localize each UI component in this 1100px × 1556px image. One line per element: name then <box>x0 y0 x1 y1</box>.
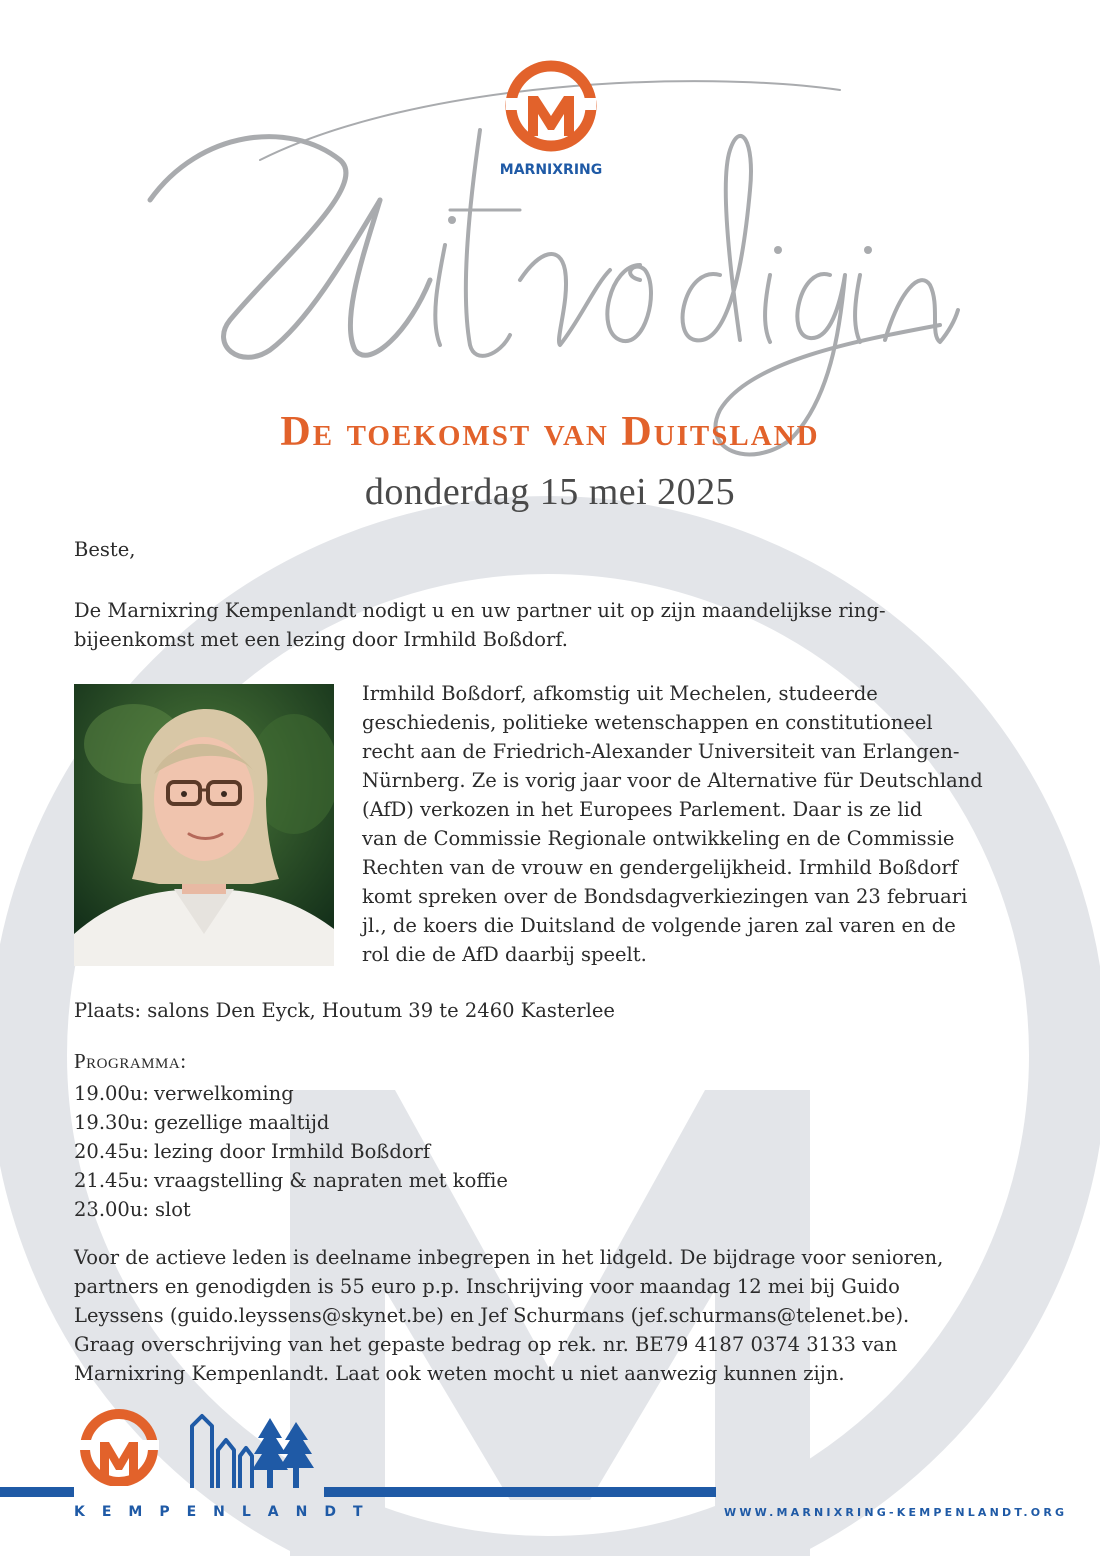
programme-time: 20.45u: <box>74 1140 149 1163</box>
info-line: partners en genodigden is 55 euro p.p. Inschrijving voor maandag 12 mei bij Guido <box>74 1275 900 1298</box>
bio-line: (AfD) verkozen in het Europees Parlement. Daar is ze lid <box>362 798 923 821</box>
programme-heading: Programma: <box>74 1049 187 1073</box>
programme-activity: slot <box>154 1198 191 1221</box>
programme-item <box>74 1195 508 1224</box>
bio-line: jl., de koers die Duitsland de volgende jaren zal varen en de <box>362 914 956 937</box>
bio-line: Irmhild Boßdorf, afkomstig uit Mechelen, studeerde <box>362 682 878 705</box>
bio-line: komt spreken over de Bondsdagverkiezingen van 23 februari <box>362 885 968 908</box>
info-line: Voor de actieve leden is deelname inbegrepen in het lidgeld. De bijdrage voor senioren, <box>74 1246 944 1269</box>
registration-info <box>74 1243 1034 1388</box>
logo-text: MARNIXRING <box>499 162 603 178</box>
buildings-trees-icon <box>188 1412 316 1488</box>
speaker-bio <box>362 679 1012 969</box>
footer-band <box>0 1487 1100 1497</box>
programme-activity: lezing door Irmhild Boßdorf <box>154 1140 431 1163</box>
programme-item <box>74 1166 508 1195</box>
event-date: donderdag 15 mei 2025 <box>364 471 736 513</box>
intro-paragraph <box>74 596 974 654</box>
intro-line: De Marnixring Kempenlandt nodigt u en uw partner uit op zijn maandelijkse ring- <box>74 599 886 622</box>
bio-line: rol die de AfD daarbij speelt. <box>362 943 647 966</box>
programme-item <box>74 1108 508 1137</box>
programme-item <box>74 1137 508 1166</box>
programme-activity: verwelkoming <box>154 1082 294 1105</box>
programme-time: 21.45u: <box>74 1169 149 1192</box>
speaker-photo <box>74 684 334 966</box>
info-line: Graag overschrijving van het gepaste bedrag op rek. nr. BE79 4187 0374 3133 van <box>74 1333 898 1356</box>
programme-time: 19.00u: <box>74 1082 149 1105</box>
bio-line: van de Commissie Regionale ontwikkeling en de Commissie <box>362 827 955 850</box>
programme-time: 19.30u: <box>74 1111 149 1134</box>
brand-name: KEMPENLANDT <box>74 1504 380 1520</box>
event-title: De toekomst van Duitsland <box>280 409 820 455</box>
programme-activity: vraagstelling & napraten met koffie <box>154 1169 508 1192</box>
bio-line: recht aan de Friedrich-Alexander Universiteit van Erlangen- <box>362 740 960 763</box>
event-location: Plaats: salons Den Eyck, Houtum 39 te 2460 Kasterlee <box>74 999 615 1022</box>
intro-line: bijeenkomst met een lezing door Irmhild Boßdorf. <box>74 628 568 651</box>
programme-activity: gezellige maaltijd <box>154 1111 330 1134</box>
bio-line: Rechten van de vrouw en gendergelijkheid. Irmhild Boßdorf <box>362 856 958 879</box>
programme-list <box>74 1079 508 1224</box>
website-link[interactable]: WWW.MARNIXRING-KEMPENLANDT.ORG <box>724 1506 1068 1519</box>
info-line: Leyssens (guido.leyssens@skynet.be) en Jef Schurmans (jef.schurmans@telenet.be). <box>74 1304 910 1327</box>
marnixring-logo-icon <box>74 1406 174 1486</box>
bio-line: geschiedenis, politieke wetenschappen en constitutioneel <box>362 711 933 734</box>
bio-line: Nürnberg. Ze is vorig jaar voor de Alternative für Deutschland <box>362 769 983 792</box>
marnixring-logo-icon <box>496 58 606 178</box>
greeting: Beste, <box>74 538 136 561</box>
programme-item <box>74 1079 508 1108</box>
programme-time: 23.00u: <box>74 1198 149 1221</box>
info-line: Marnixring Kempenlandt. Laat ook weten mocht u niet aanwezig kunnen zijn. <box>74 1362 845 1385</box>
